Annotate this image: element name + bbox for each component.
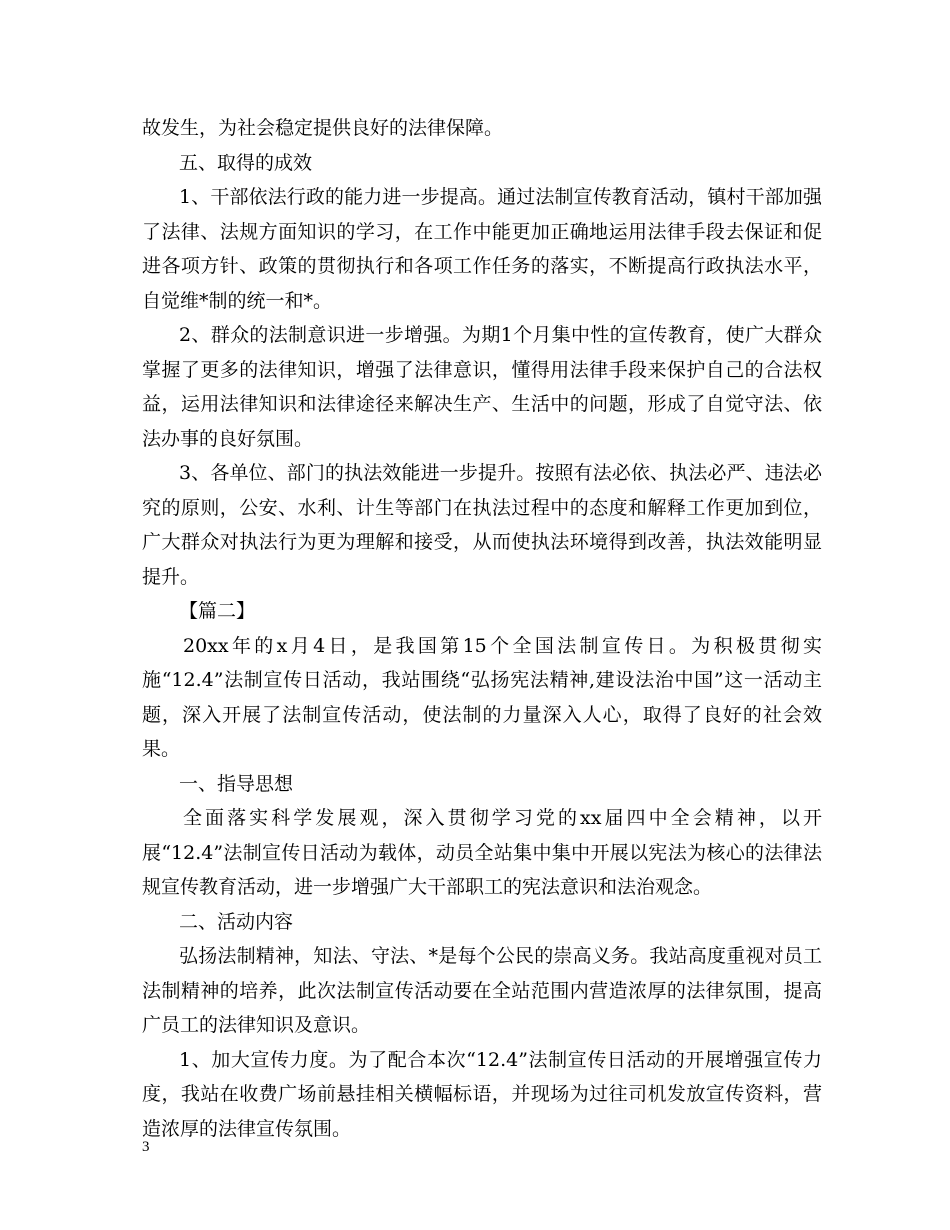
paragraph-legal-spirit: 弘扬法制精神，知法、守法、*是每个公民的崇高义务。我站高度重视对员工法制精神的培养，此次法制宣传活动要在全站范围内营造浓厚的法律氛围，提高广员工的法律知识及意识。 — [142, 945, 822, 1036]
paragraph-public-awareness: 2、群众的法制意识进一步增强。为期1个月集中性的宣传教育，使广大群众掌握了更多的法律知识，增强了法律意识，懂得用法律手段来保护自己的合法权益，运用法律知识和法律途径来解决生产、生活中的问题，形成了自觉守法、依法办事的良好氛围。 — [142, 324, 822, 450]
paragraph-guiding-thought: 全面落实科学发展观，深入贯彻学习党的xx届四中全会精神，以开展“12.4”法制宣传日活动为载体，动员全站集中集中开展以宪法为核心的法律法规宣传教育活动，进一步增强广大干部职工的宪法意识和法治观念。 — [142, 807, 822, 898]
paragraph-legal-day-intro: 20xx年的x月4日，是我国第15个全国法制宣传日。为积极贯彻实施“12.4”法制宣传日活动，我站围绕“弘扬宪法精神,建设法治中国”这一活动主题，深入开展了法制宣传活动，使法制的力量深入人心，取得了良好的社会效果。 — [142, 634, 822, 760]
page-number: 3 — [142, 1139, 150, 1155]
section-heading-achievements: 五、取得的成效 — [179, 151, 313, 174]
section-heading-activity-content: 二、活动内容 — [179, 910, 294, 933]
document-body — [142, 111, 822, 1146]
paragraph-cadre-ability: 1、干部依法行政的能力进一步提高。通过法制宣传教育活动，镇村干部加强了法律、法规方面知识的学习，在工作中能更加正确地运用法律手段去保证和促进各项方针、政策的贯彻执行和各项工作任务的落实，不断提高行政执法水平，自觉维*制的统一和*。 — [142, 186, 822, 312]
section-heading-guiding-thought: 一、指导思想 — [179, 772, 294, 795]
paragraph-continuation: 故发生，为社会稳定提供良好的法律保障。 — [142, 117, 504, 139]
paragraph-publicity-effort: 1、加大宣传力度。为了配合本次“12.4”法制宣传日活动的开展增强宣传力度，我站在收费广场前悬挂相关横幅标语，并现场为过往司机发放宣传资料，营造浓厚的法律宣传氛围。 — [142, 1048, 822, 1140]
paragraph-enforcement-efficiency: 3、各单位、部门的执法效能进一步提升。按照有法必依、执法必严、违法必究的原则，公安、水利、计生等部门在执法过程中的态度和解释工作更加到位，广大群众对执法行为更为理解和接受，从而使执法环境得到改善，执法效能明显提升。 — [142, 462, 822, 588]
article-two-heading: 【篇二】 — [179, 600, 256, 622]
